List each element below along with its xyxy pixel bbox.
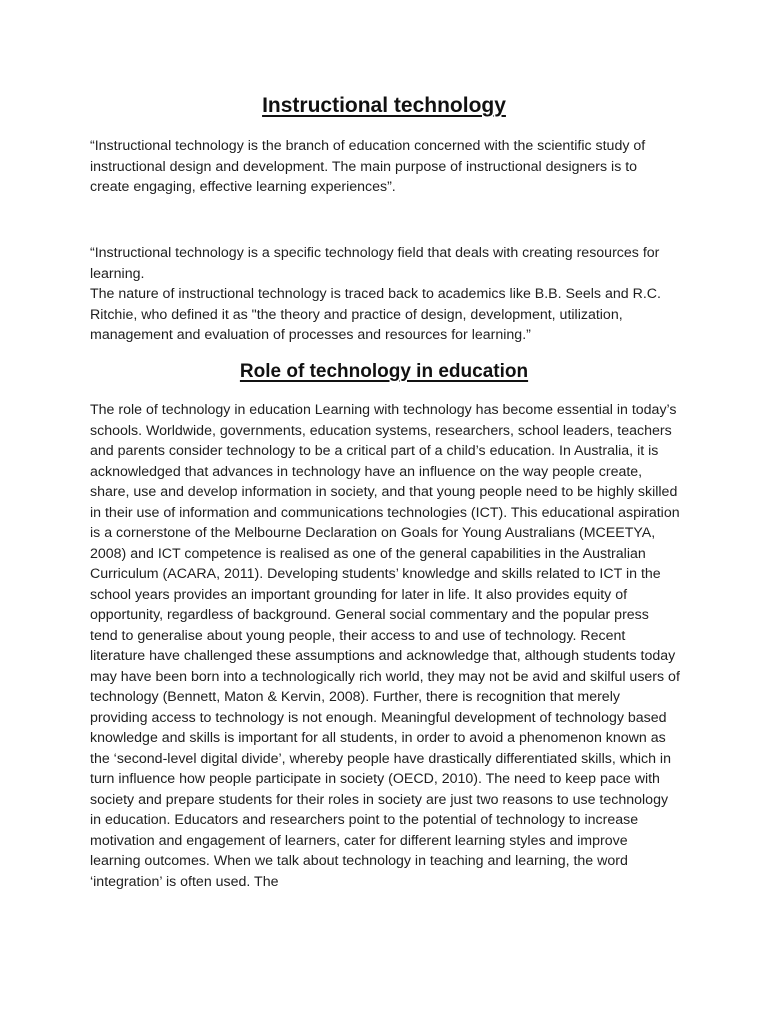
section-heading: Role of technology in education: [239, 361, 529, 382]
intro-paragraph-2: “Instructional technology is a specific technology field that deals with creating resources for learning. The nature of instructional technology is traced back to academics like B.B. Seels and R.C. Ritchie, who defined it as "the theory and practice of design, development, utilization, management and evaluation of processes and resources for learning.”: [90, 245, 661, 343]
intro-paragraph-1: “Instructional technology is the branch of education concerned with the scientific study of instructional design and development. The main purpose of instructional designers is to create engaging, effective learning experiences”.: [90, 138, 646, 195]
section-paragraph: The role of technology in education Learning with technology has become essential in today’s schools. Worldwide, governments, education systems, researchers, school leaders, teachers and parents consider technology to be a critical part of a child’s education. In Australia, it is acknowledged that advances in technology have an influence on the way people create, share, use and develop information in society, and that young people need to be highly skilled in their use of information and communications technologies (ICT). This educational aspiration is a cornerstone of the Melbourne Declaration on Goals for Young Australians (MCEETYA, 2008) and ICT competence is realised as one of the general capabilities in the Australian Curriculum (ACARA, 2011). Developing students’ knowledge and skills related to ICT in the school years provides an important grounding for later in life. It also provides equity of opportunity, regardless of background. General social commentary and the popular press tend to generalise about young people, their access to and use of technology. Recent literature have challenged these assumptions and acknowledge that, although students today may have been born into a technologically rich world, they may not be avid and skilful users of technology (Bennett, Maton & Kervin, 2008). Further, there is recognition that merely providing access to technology is not enough. Meaningful development of technology based knowledge and skills is important for all students, in order to avoid a phenomenon known as the ‘second-level digital divide’, whereby people have drastically differentiated skills, which in turn influence how people participate in society (OECD, 2010). The need to keep pace with society and prepare students for their roles in society are just two reasons to use technology in education. Educators and researchers point to the potential of technology to increase motivation and engagement of learners, cater for different learning styles and improve learning outcomes. When we talk about technology in teaching and learning, the word ‘integration’ is often used. The: [90, 402, 680, 890]
page-title: Instructional technology: [262, 94, 506, 117]
